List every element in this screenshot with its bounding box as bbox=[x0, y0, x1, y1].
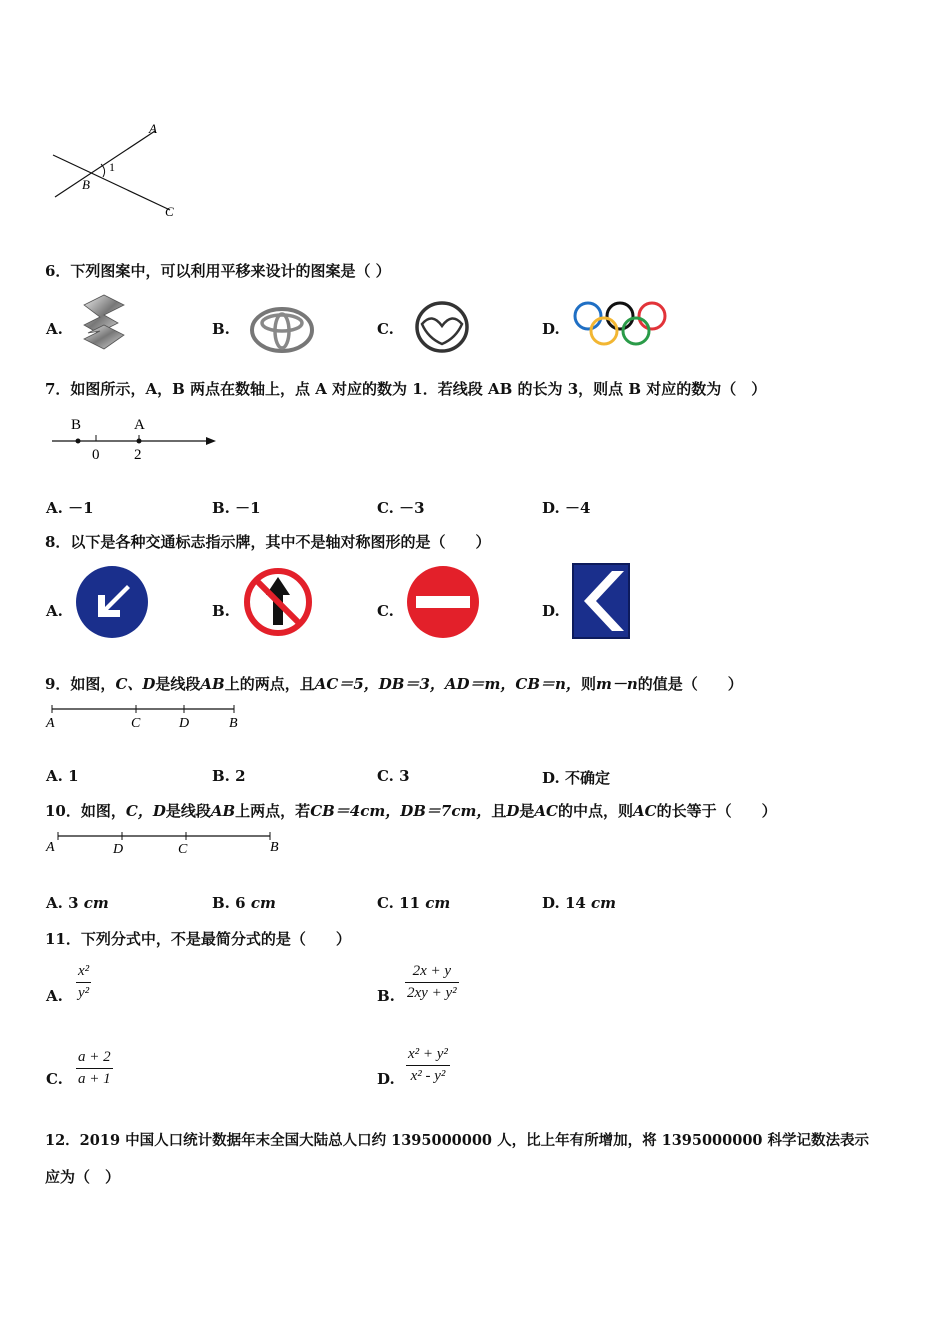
label-a: A bbox=[149, 121, 157, 136]
svg-text:A: A bbox=[46, 840, 55, 855]
q9-option-d[interactable]: D. 不确定 bbox=[542, 769, 610, 787]
toyota-logo-icon bbox=[250, 307, 314, 353]
point-b-label: B bbox=[71, 417, 82, 433]
q8-option-b-label: B. bbox=[212, 602, 230, 620]
label-c: C bbox=[165, 204, 174, 219]
mazda-logo-icon bbox=[414, 300, 470, 354]
number-line-figure bbox=[48, 413, 223, 465]
q11-option-b-fraction[interactable]: 2x + y 2xy + y² bbox=[407, 963, 457, 1001]
q11-option-a-fraction[interactable]: x² y² bbox=[78, 963, 90, 1001]
q11-option-c-fraction[interactable]: a + 2 a + 1 bbox=[78, 1049, 111, 1087]
q6-option-b-label: B. bbox=[212, 320, 230, 338]
q8-stem: 8．以下是各种交通标志指示牌，其中不是轴对称图形的是（ ） bbox=[45, 533, 491, 551]
angle-figure bbox=[45, 118, 190, 223]
svg-text:B: B bbox=[229, 716, 238, 731]
q10-option-d[interactable]: D. 14 cm bbox=[542, 894, 617, 912]
svg-text:C: C bbox=[178, 842, 188, 857]
svg-text:B: B bbox=[270, 840, 279, 855]
label-1: 1 bbox=[109, 160, 115, 174]
svg-text:C: C bbox=[131, 716, 141, 731]
q6-option-d-label: D. bbox=[542, 320, 560, 338]
no-entry-sign-icon bbox=[406, 565, 480, 639]
q9-option-c[interactable]: C. 3 bbox=[377, 767, 410, 785]
chevron-left-sign-icon bbox=[572, 563, 630, 639]
point-a-label: A bbox=[134, 417, 145, 433]
q10-option-c[interactable]: C. 11 cm bbox=[377, 894, 451, 912]
q9-option-b[interactable]: B. 2 bbox=[212, 767, 246, 785]
q9-stem: 9．如图，C、D是线段AB上的两点，且AC＝5，DB＝3，AD＝m，CB＝n，则m－n的值是（ ） bbox=[45, 675, 743, 693]
q11-option-c-label: C. bbox=[46, 1070, 63, 1088]
q6-option-c-label: C. bbox=[377, 320, 394, 338]
q11-option-d-label: D. bbox=[377, 1070, 395, 1088]
q7-stem: 7．如图所示，A，B 两点在数轴上，点 A 对应的数为 1．若线段 AB 的长为 3，则点 B 对应的数为（ ） bbox=[45, 380, 767, 398]
tick-0-label: 0 bbox=[92, 447, 100, 463]
q12-stem-line1: 12．2019 中国人口统计数据年末全国大陆总人口约 1395000000 人，比上年有所增加，将 1395000000 科学记数法表示 bbox=[45, 1132, 870, 1149]
suzuki-logo-icon bbox=[78, 293, 130, 351]
q8-option-d-label: D. bbox=[542, 602, 560, 620]
q6-option-a-label: A. bbox=[46, 320, 63, 338]
label-b: B bbox=[82, 177, 90, 192]
q9-option-a[interactable]: A. 1 bbox=[46, 767, 79, 785]
segment-figure-q9 bbox=[44, 702, 254, 734]
q10-option-b[interactable]: B. 6 cm bbox=[212, 894, 276, 912]
q10-stem: 10．如图，C，D是线段AB上两点，若CB＝4cm，DB＝7cm，且D是AC的中点，则AC的长等于（ ） bbox=[45, 802, 777, 820]
q7-option-d[interactable]: D. －4 bbox=[542, 499, 591, 517]
q7-option-c[interactable]: C. －3 bbox=[377, 499, 425, 517]
q12-stem-line2: 应为（ ） bbox=[45, 1168, 121, 1186]
olympic-rings-icon bbox=[572, 300, 672, 350]
q8-option-a-label: A. bbox=[46, 602, 63, 620]
svg-text:D: D bbox=[113, 842, 124, 857]
q10-option-a[interactable]: A. 3 cm bbox=[46, 894, 109, 912]
q6-stem: 6．下列图案中，可以利用平移来设计的图案是（ ） bbox=[45, 262, 391, 280]
q11-option-d-fraction[interactable]: x² + y² x² - y² bbox=[408, 1046, 448, 1084]
no-straight-sign-icon bbox=[241, 565, 315, 639]
svg-text:D: D bbox=[179, 716, 190, 731]
keep-left-sign-icon bbox=[75, 565, 150, 640]
q11-option-a-label: A. bbox=[46, 987, 63, 1005]
segment-figure-q10 bbox=[44, 829, 284, 859]
q11-stem: 11．下列分式中，不是最简分式的是（ ） bbox=[45, 930, 351, 948]
q8-option-c-label: C. bbox=[377, 602, 394, 620]
q11-option-b-label: B. bbox=[377, 987, 395, 1005]
q7-option-a[interactable]: A. －1 bbox=[46, 499, 94, 517]
tick-2-label: 2 bbox=[134, 447, 142, 463]
svg-text:A: A bbox=[46, 716, 55, 731]
q7-option-b[interactable]: B. －1 bbox=[212, 499, 261, 517]
